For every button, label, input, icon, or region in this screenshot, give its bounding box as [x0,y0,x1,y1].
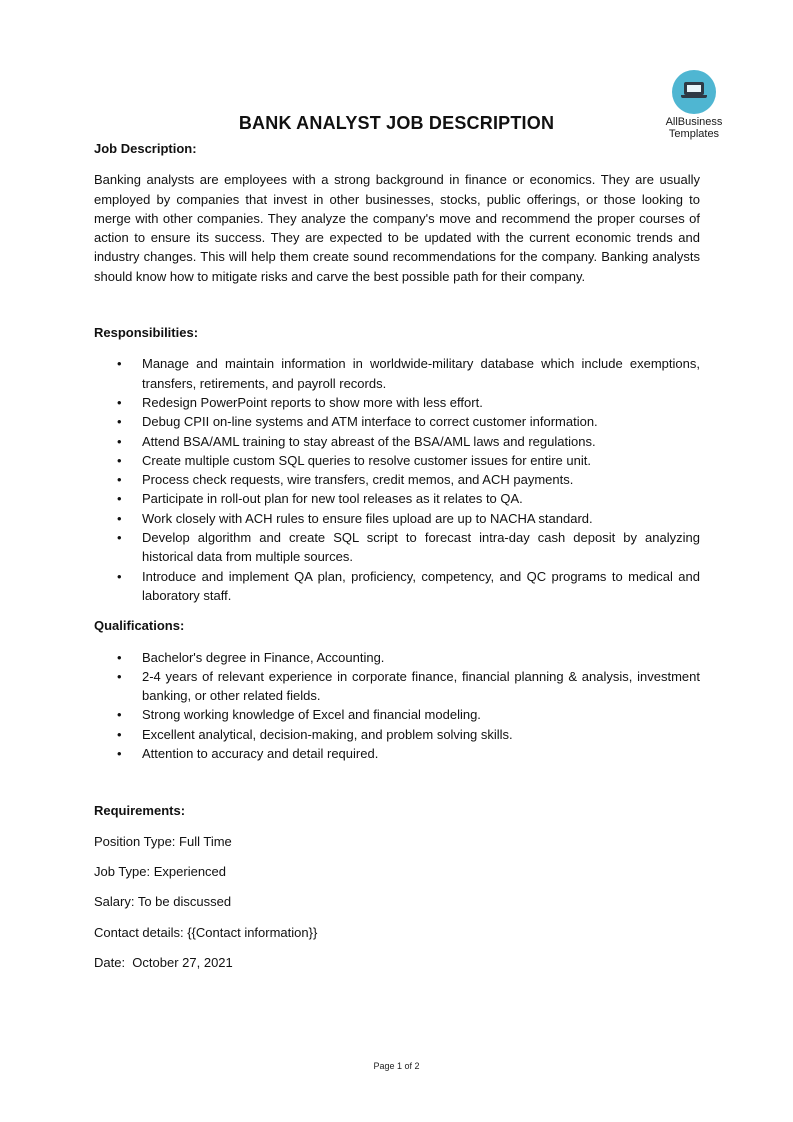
job-description-text: Banking analysts are employees with a strong background in finance or economics. They are usually employed by companies that invest in other businesses, stocks, public offerings, or those looking to merge with other companies. They analyze the company's move and recommend the proper courses of action to ensure its success. They are expected to be updated with the current economic trends and industry changes. This will help them create sound recommendations for the company. Banking analysts should know how to mitigate risks and carve the best possible path for their company. [94,172,700,284]
date: Date: October 27, 2021 [94,954,233,970]
list-item: • Bachelor's degree in Finance, Accounting. [117,649,385,665]
job-description-heading: Job Description: [94,141,197,156]
list-item: • Develop algorithm and create SQL script to forecast intra-day cash deposit by analyzing historical data from multiple sources. [117,530,700,565]
list-item: • Attention to accuracy and detail required. [117,746,379,762]
page-number: Page 1 of 2 [373,1061,420,1071]
salary: Salary: To be discussed [94,894,232,910]
responsibilities-heading: Responsibilities: [94,325,199,341]
logo-text-line2: Templates [668,128,720,140]
list-item: • Redesign PowerPoint reports to show more with less effort. [117,394,483,410]
list-item: • Process check requests, wire transfers, credit memos, and ACH payments. [117,472,574,488]
position-type: Position Type: Full Time [94,833,232,849]
list-item: • 2-4 years of relevant experience in corporate finance, financial planning & analysis, investment banking, or other related fields. [117,668,700,704]
list-item: • Introduce and implement QA plan, proficiency, competency, and QC programs to medical and laboratory staff. [117,568,700,603]
responsibilities-list [94,354,700,605]
qualifications-list [94,648,700,764]
list-item: • Excellent analytical, decision-making, and problem solving skills. [117,726,513,742]
list-item: • Participate in roll-out plan for new tool releases as it relates to QA. [117,491,523,507]
laptop-icon [672,70,716,114]
document-body [94,139,700,972]
contact-details: Contact details: {{Contact information}} [94,924,318,940]
list-item: • Manage and maintain information in worldwide-military database which include exemptions, transfers, retirements, and payroll records. [117,356,700,391]
list-item: • Work closely with ACH rules to ensure files upload are up to NACHA standard. [117,510,593,526]
page-title: BANK ANALYST JOB DESCRIPTION [238,113,555,133]
qualifications-heading: Qualifications: [94,618,185,634]
job-type: Job Type: Experienced [94,863,227,879]
list-item: • Debug CPII on-line systems and ATM interface to correct customer information. [117,414,598,430]
requirements-heading: Requirements: [94,803,186,819]
logo-text-line1: AllBusiness [665,116,723,128]
list-item: • Attend BSA/AML training to stay abreast of the BSA/AML laws and regulations. [117,433,596,449]
list-item: • Create multiple custom SQL queries to resolve customer issues for entire unit. [117,452,591,468]
list-item: • Strong working knowledge of Excel and financial modeling. [117,707,481,723]
